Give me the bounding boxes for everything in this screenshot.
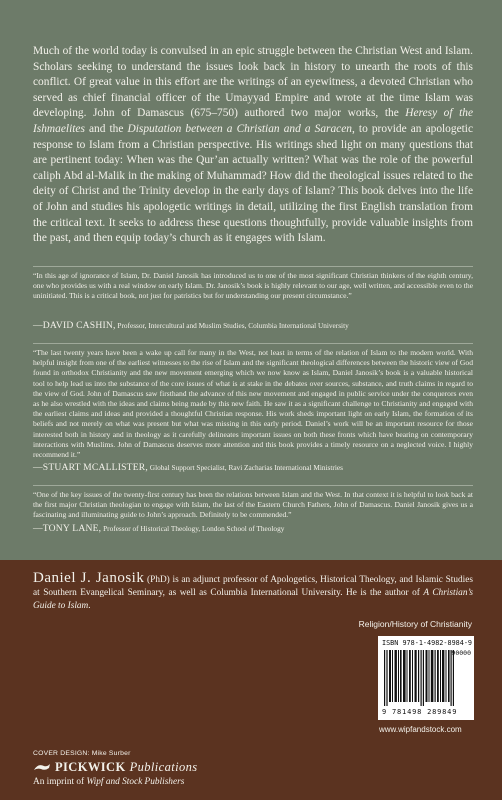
imprint-line (33, 777, 184, 787)
author-panel (0, 560, 502, 800)
author-bio-end: . (88, 601, 91, 611)
description-part-2: , to provide an apologetic response to Islam from a Christian perspective. His writings shed light on many questions that are pertinent today: When was the Qur’an actually written? What was the role of the powerful caliph Abd al-Malik in the making of Muhammad? How did the theological issues related to the deity of Christ and the Trinity develop in the early days of Islam? This book delves into the life of John and studies his apologetic writings in detail, utilizing the first English translation from the critical text. It seeks to address these questions thoughtfully, provide valuable insights from the past, and then equip today’s church as it engages with Islam. (33, 122, 474, 245)
publisher-name-suffix: Publications (129, 760, 198, 774)
description-connector: and the (84, 122, 128, 135)
author-bio (33, 572, 473, 613)
endorser-name: —DAVID CASHIN, (33, 320, 116, 331)
divider (33, 343, 473, 344)
book-category: Religion/History of Christianity (358, 619, 472, 629)
endorser-name: —STUART MCALLISTER, (33, 462, 148, 473)
publisher-logo (33, 760, 198, 775)
imprint-name: Wipf and Stock Publishers (86, 777, 185, 787)
barcode (378, 636, 474, 720)
endorsement-attribution (33, 320, 473, 331)
barcode-digits: 9 781498 289849 (382, 708, 458, 716)
endorser-role: Global Support Specialist, Ravi Zacharias International Ministries (147, 463, 343, 472)
endorsement-text: “The last twenty years have been a wake up call for many in the West, not least in terms of the relation of Islam to the modern world. With helpful insight from one of the earliest witnesses to the rise of Islam and the significant theological differences between the historic view of God found in orthodox Christianity and the new movement emerging which we now know as Islam, Daniel Janosik’s book is a valuable historical tool to help lead us into the substance of the core issues of what is at stake in the debates over sources, substance, and truth claims in regard to the view of God. John of Damascus saw firsthand the advance of this new movement and engaged in public service under the conquerors even as he also wrestled with the ideas and claims being made by this new faith. He saw it as a significant challenge to Christianity and engaged with the earliest claims and ideas and provided a thoughtful Christian response. His work sheds important light on early Islam, the formation of its beliefs and not merely on what was present but what was missing in this early period. Daniel’s work will be an important resource for those interested both in history and in theology as it carefully delineates important issues on both these fronts which have bearing on contemporary interactions with Muslims. John of Damascus deserves more attention and this book provides a timely resource on a neglected voice. I highly recommend it.” (33, 348, 473, 460)
author-book-title: A Christian’s Guide to Islam (33, 588, 473, 611)
endorsement-text: “In this age of ignorance of Islam, Dr. Daniel Janosik has introduced us to one of the most significant Christian thinkers of the eighth century, one who provides us with a real window on early Islam. Dr. Janosik’s book is highly relevant to our age, well written, and accessible even to the uninitiated. This is a critical book, not just for patristics but for understanding our present circumstance.” (33, 271, 473, 301)
book-description (33, 44, 473, 247)
endorsement-attribution (33, 462, 473, 473)
endorser-role: Professor, Intercultural and Muslim Studies, Columbia International University (115, 321, 349, 330)
pickwick-logo-icon (33, 762, 51, 774)
divider (33, 485, 473, 486)
author-name: Daniel J. Janosik (33, 570, 145, 586)
work-title-heresy: Heresy of the Ishmaelites (33, 107, 473, 135)
price-code: 90000 (451, 649, 471, 657)
author-bio-text: (PhD) is an adjunct professor of Apologetics, Historical Theology, and Islamic Studies at Southern Evangelical Seminary, as well as Columbia International University. He is the author of (33, 575, 473, 598)
publisher-name: PICKWICK (55, 760, 126, 774)
cover-design-credit: COVER DESIGN: Mike Surber (33, 750, 131, 757)
publisher-url[interactable]: www.wipfandstock.com (379, 725, 462, 734)
description-part-1: Much of the world today is convulsed in an epic struggle between the Christian West and Islam. Scholars seeking to understand the issues look back in history to unearth the roots of this conflict. Of great value in this effort are the writings of an eyewitness, a devoted Christian who served as chief financial officer of the Umayyad Empire and wrote at the time Islam was developing. John of Damascus (675–750) authored two major works, the (33, 45, 473, 120)
isbn-label: ISBN 978-1-4982-8984-9 (382, 639, 473, 647)
work-title-disputation: Disputation between a Christian and a Saracen (127, 122, 352, 135)
endorser-role: Professor of Historical Theology, London School of Theology (101, 524, 285, 533)
barcode-icon (384, 650, 468, 706)
endorser-name: —TONY LANE, (33, 523, 102, 534)
divider (33, 266, 473, 267)
endorsement-attribution (33, 523, 473, 534)
endorsement-text: “One of the key issues of the twenty-first century has been the relations between Islam and the West. In that context it is helpful to look back at the first major Christian theologian to engage with Islam, the last of the Eastern Church Fathers, John of Damascus. Daniel Janosik gives us a fascinating and illuminating guide to John’s approach. Definitely to be commended.” (33, 490, 473, 520)
imprint-prefix: An imprint of (33, 777, 87, 787)
